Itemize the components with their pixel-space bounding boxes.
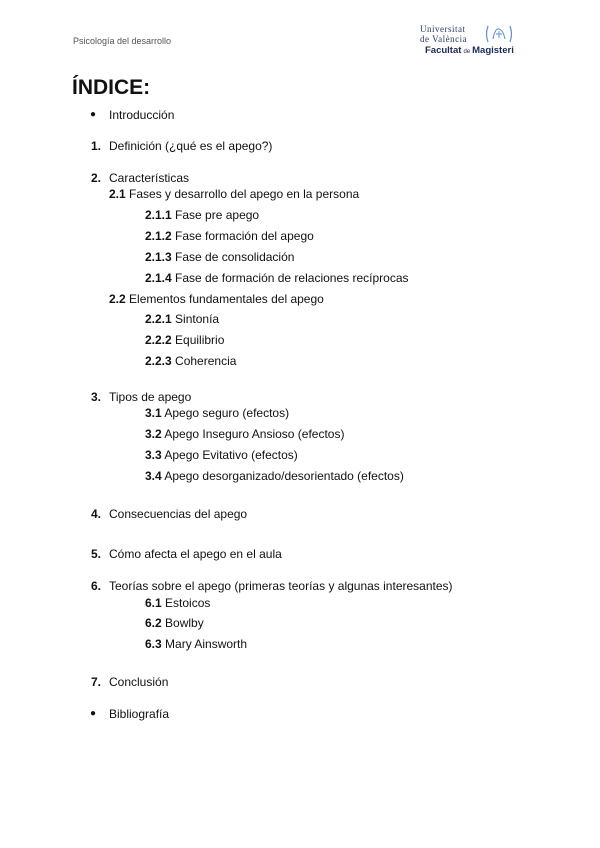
toc-2-1 xyxy=(109,187,359,201)
toc-2-1-2 xyxy=(145,229,314,243)
toc-2-label: Características xyxy=(109,171,190,185)
num: 2.2 xyxy=(109,292,126,306)
toc-intro: Introducción xyxy=(109,108,175,122)
label: Apego seguro (efectos) xyxy=(161,406,290,420)
num: 5. xyxy=(91,547,102,561)
label: Equilibrio xyxy=(171,333,225,347)
toc-3-num xyxy=(91,390,101,404)
num: 2.1.1 xyxy=(145,208,172,222)
num: 3.3 xyxy=(145,448,162,462)
num: 2. xyxy=(91,171,102,185)
num: 6. xyxy=(91,579,102,593)
label: Coherencia xyxy=(171,354,237,368)
num: 7. xyxy=(91,675,102,689)
toc-3-2 xyxy=(145,427,344,441)
toc-7-num xyxy=(91,675,101,689)
num: 3.4 xyxy=(145,469,162,483)
toc-6-num xyxy=(91,579,101,593)
toc-4-num xyxy=(91,507,101,521)
toc-2-1-1 xyxy=(145,208,259,222)
toc-3-1 xyxy=(145,406,289,420)
header-course: Psicología del desarrollo xyxy=(73,36,172,46)
label: Apego Inseguro Ansioso (efectos) xyxy=(161,427,345,441)
logo-faculty-b: de xyxy=(463,49,471,55)
num: 6.3 xyxy=(145,637,162,651)
num: 6.2 xyxy=(145,616,162,630)
label: Fase de consolidación xyxy=(171,250,295,264)
logo-faculty xyxy=(425,45,514,56)
label: Apego Evitativo (efectos) xyxy=(161,448,298,462)
logo-line2: de València xyxy=(420,34,468,44)
toc-1-label: Definición (¿qué es el apego?) xyxy=(109,139,273,153)
toc-6-1 xyxy=(145,596,210,610)
toc-6-3 xyxy=(145,637,247,651)
label: Fase formación del apego xyxy=(171,229,314,243)
toc-2-1-3 xyxy=(145,250,294,264)
num: 4. xyxy=(91,507,102,521)
page-title: ÍNDICE: xyxy=(72,76,151,99)
toc-3-label: Tipos de apego xyxy=(109,390,192,404)
label: Fase pre apego xyxy=(171,208,260,222)
toc-3-3 xyxy=(145,448,298,462)
num: 1. xyxy=(91,139,102,153)
toc-5-num xyxy=(91,547,101,561)
toc-7-label: Conclusión xyxy=(109,675,169,689)
toc-2-1-4 xyxy=(145,271,409,285)
num: 2.2.3 xyxy=(145,354,172,368)
logo-faculty-a: Facultat xyxy=(425,45,462,56)
logo-line1: Universitat xyxy=(420,24,466,34)
num: 2.1.3 xyxy=(145,250,172,264)
toc-1-num xyxy=(91,139,101,153)
num: 2.1 xyxy=(109,187,126,201)
label: Elementos fundamentales del apego xyxy=(125,292,324,306)
toc-5-label: Cómo afecta el apego en el aula xyxy=(109,547,282,561)
label: Mary Ainsworth xyxy=(161,637,248,651)
toc-6-2 xyxy=(145,616,204,630)
toc-3-4 xyxy=(145,469,404,483)
toc-6-label: Teorías sobre el apego (primeras teorías y algunas interesantes) xyxy=(109,579,453,593)
num: 2.1.2 xyxy=(145,229,172,243)
label: Bowlby xyxy=(161,616,204,630)
num: 3.1 xyxy=(145,406,162,420)
num: 2.2.1 xyxy=(145,312,172,326)
toc-2-2 xyxy=(109,292,324,306)
university-logo xyxy=(420,24,560,60)
num: 3. xyxy=(91,390,102,404)
toc-2-2-1 xyxy=(145,312,219,326)
toc-2-2-3 xyxy=(145,354,236,368)
num: 6.1 xyxy=(145,596,162,610)
bullet-icon: ● xyxy=(90,708,97,719)
label: Estoicos xyxy=(161,596,211,610)
logo-faculty-c: Magisteri xyxy=(472,45,514,56)
label: Sintonía xyxy=(171,312,220,326)
num: 2.2.2 xyxy=(145,333,172,347)
num: 3.2 xyxy=(145,427,162,441)
label: Apego desorganizado/desorientado (efectos) xyxy=(161,469,404,483)
num: 2.1.4 xyxy=(145,271,172,285)
university-seal-icon xyxy=(484,24,514,44)
label: Fase de formación de relaciones recíprocas xyxy=(171,271,409,285)
toc-4-label: Consecuencias del apego xyxy=(109,507,248,521)
toc-2-2-2 xyxy=(145,333,224,347)
label: Fases y desarrollo del apego en la persona xyxy=(125,187,360,201)
bullet-icon: ● xyxy=(90,109,97,120)
toc-2-num xyxy=(91,171,101,185)
toc-biblio: Bibliografía xyxy=(109,707,170,721)
